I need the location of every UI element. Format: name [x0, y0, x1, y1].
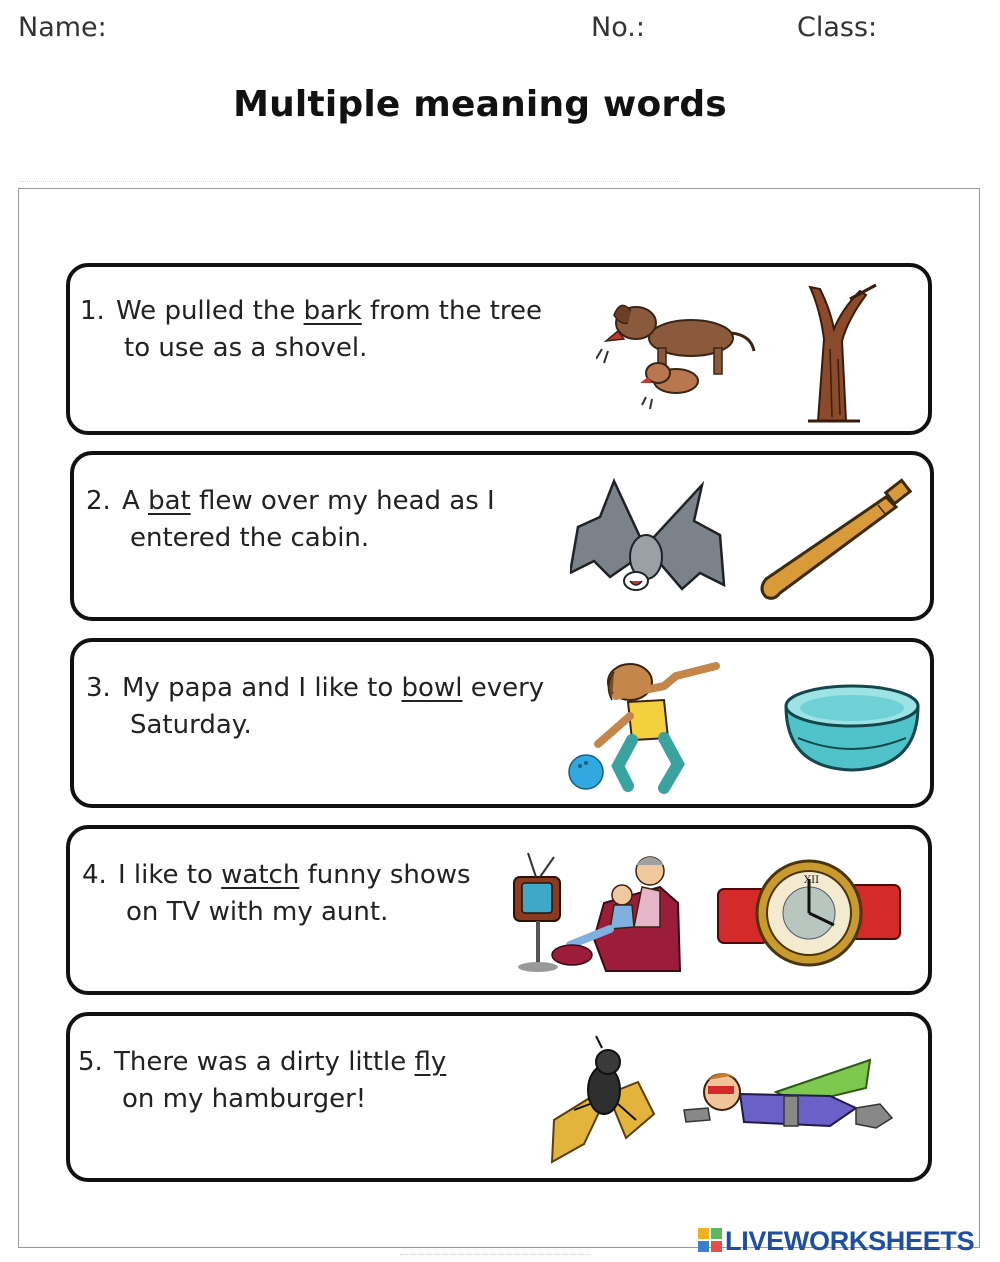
flying-bat-icon[interactable] [570, 477, 730, 605]
exercise-item-2 [70, 451, 934, 621]
page-title: Multiple meaning words [233, 84, 727, 125]
item-number: 1. [80, 296, 105, 326]
faint-footer-mark [400, 1254, 590, 1259]
liveworksheets-logo[interactable] [698, 1226, 974, 1256]
watching-tv-icon[interactable] [510, 847, 690, 981]
exercise-item-4 [66, 825, 932, 995]
exercise-item-3 [70, 638, 934, 808]
item-2-sentence: 2. A bat flew over my head as I entered the cabin. [86, 483, 495, 557]
tree-trunk-icon[interactable] [790, 279, 880, 424]
wristwatch-icon[interactable] [716, 853, 902, 973]
name-label: Name: [18, 12, 107, 43]
barking-dogs-icon[interactable] [596, 293, 756, 413]
exercise-item-1 [66, 263, 932, 435]
housefly-icon[interactable] [548, 1034, 658, 1170]
item-number: 5. [78, 1047, 103, 1077]
target-word: fly [414, 1047, 447, 1077]
target-word: bowl [401, 673, 463, 703]
class-label: Class: [797, 12, 878, 43]
brand-blocks-icon [698, 1228, 722, 1254]
faint-divider [20, 181, 680, 184]
target-word: bat [148, 486, 191, 516]
item-5-sentence: 5. There was a dirty little fly on my hamburger! [78, 1044, 446, 1118]
item-number: 2. [86, 486, 111, 516]
item-4-sentence: 4. I like to watch funny shows on TV with my aunt. [82, 857, 471, 931]
item-number: 3. [86, 673, 111, 703]
exercise-item-5 [66, 1012, 932, 1182]
flying-superhero-icon[interactable] [680, 1052, 900, 1152]
target-word: watch [221, 860, 300, 890]
bowl-dish-icon[interactable] [778, 678, 926, 774]
baseball-bat-icon[interactable] [754, 475, 924, 605]
svg-text:XII: XII [804, 875, 820, 886]
item-number: 4. [82, 860, 107, 890]
item-1-sentence: 1. We pulled the bark from the tree to use as a shovel. [80, 293, 542, 367]
dog-bowling-icon[interactable] [568, 656, 728, 801]
brand-name: LIVEWORKSHEETS [725, 1225, 975, 1256]
target-word: bark [303, 296, 362, 326]
item-3-sentence: 3. My papa and I like to bowl every Saturday. [86, 670, 544, 744]
number-label: No.: [591, 12, 645, 43]
